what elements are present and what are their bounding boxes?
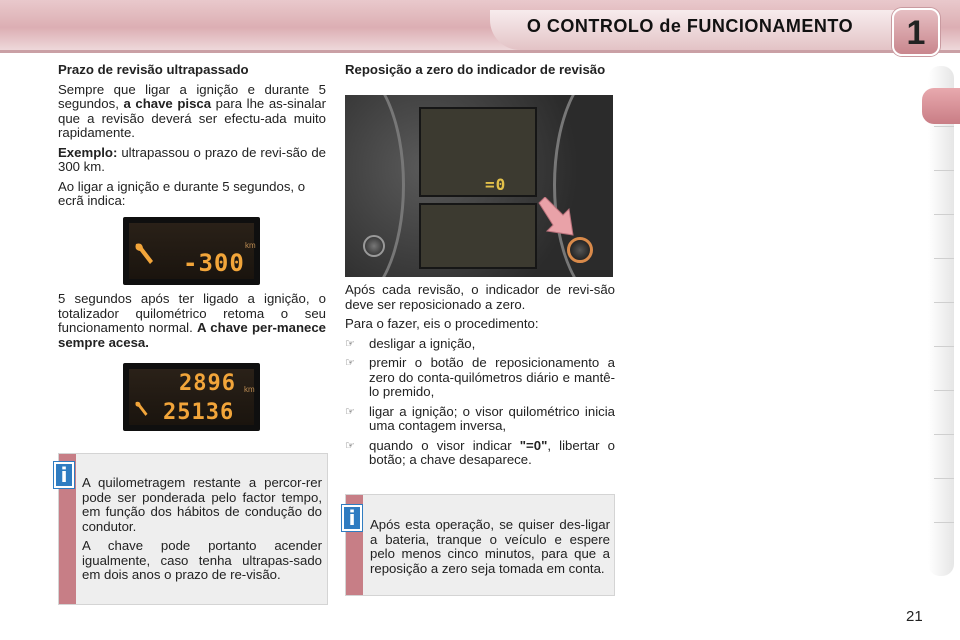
reset-procedure — [345, 283, 615, 473]
left-dashboard-button — [363, 235, 385, 257]
dashboard-display-value: =0 — [485, 175, 507, 194]
page-number: 21 — [906, 608, 923, 625]
lcd-trip-value: 2896 — [179, 371, 236, 396]
hand-pointer-icon: ☞ — [345, 337, 355, 350]
tab-divider — [934, 390, 954, 391]
chapter-badge — [892, 8, 940, 56]
list-item: ☞ quando o visor indicar "=0", libertar o botão; a chave desaparece. — [345, 437, 616, 467]
chapter-tabs — [928, 66, 954, 576]
tab-divider — [934, 346, 954, 347]
lcd-overdue-display — [123, 217, 260, 285]
lcd-odometer-display — [123, 363, 260, 431]
section-heading-overdue: Prazo de revisão ultrapassado — [58, 62, 249, 77]
chapter-number: 1 — [906, 14, 926, 52]
lcd-unit: km — [244, 385, 255, 394]
info-icon: i — [342, 505, 362, 531]
dashboard-upper-screen — [419, 107, 537, 197]
list-item: ☞ premir o botão de reposicionamento a zero do conta-quilómetros diário e mantê-lo premido, — [345, 355, 615, 399]
dashboard-lower-screen — [419, 203, 537, 269]
paragraph-screen-shows: Ao ligar a ignição e durante 5 segundos, o ecrã indica: — [58, 178, 306, 208]
active-chapter-tab[interactable] — [922, 88, 960, 124]
header-rule — [0, 50, 960, 53]
paragraph-overdue-intro: Sempre que ligar a ignição e durante 5 segundos, a chave pisca para lhe as-sinalar que a revisão deverá ser efectu-ada muito rapidamente. — [58, 81, 326, 140]
tab-divider — [934, 302, 954, 303]
paragraph-procedure: Para o fazer, eis o procedimento: — [345, 316, 539, 331]
tab-divider — [934, 522, 954, 523]
hand-pointer-icon: ☞ — [345, 405, 355, 418]
tab-divider — [934, 478, 954, 479]
dashboard-photo — [345, 95, 613, 277]
paragraph-reset-intro: Após cada revisão, o indicador de revi-são deve ser reposicionado a zero. — [345, 282, 615, 312]
list-item: ☞ ligar a ignição; o visor quilométrico inicia uma contagem inversa, — [345, 403, 615, 433]
list-item: ☞ desligar a ignição, — [345, 335, 476, 351]
tab-divider — [934, 434, 954, 435]
tab-divider — [934, 126, 954, 127]
lcd-unit: km — [245, 241, 256, 250]
left-column — [58, 63, 326, 214]
wrench-icon — [133, 241, 157, 272]
arrow-pointer-icon — [537, 197, 577, 244]
info-text-left: A quilometragem restante a percor-rer pode ser ponderada pelo factor tempo, em função dos hábitos de condução do condutor. A chave pode portanto acender igualmente, caso tenha ultrapas-sado em dois anos o prazo de re-visão. — [82, 475, 322, 582]
tab-divider — [934, 170, 954, 171]
info-icon: i — [54, 462, 74, 488]
tab-divider — [934, 214, 954, 215]
info-text-right: Após esta operação, se quiser des-ligar a bateria, tranque o veículo e espere pelo menos cinco minutos, para que a reposição a zero seja tomada em conta. — [370, 517, 610, 576]
lcd-overdue-value: -300 — [183, 249, 245, 277]
hand-pointer-icon: ☞ — [345, 357, 355, 369]
tab-divider — [934, 258, 954, 259]
procedure-steps — [345, 337, 615, 468]
chapter-title: O CONTROLO de FUNCIONAMENTO — [526, 16, 854, 36]
section-heading-reset: Reposição a zero do indicador de revisão — [345, 62, 606, 77]
hand-pointer-icon: ☞ — [345, 439, 355, 452]
lcd-total-value: 25136 — [163, 400, 235, 425]
paragraph-after-5s: 5 segundos após ter ligado a ignição, o totalizador quilométrico retoma o seu funcionamento normal. A chave per-manece sempre acesa. — [58, 291, 326, 350]
paragraph-example: Exemplo: ultrapassou o prazo de revi-são de 300 km. — [58, 144, 326, 174]
wrench-icon — [133, 400, 151, 423]
